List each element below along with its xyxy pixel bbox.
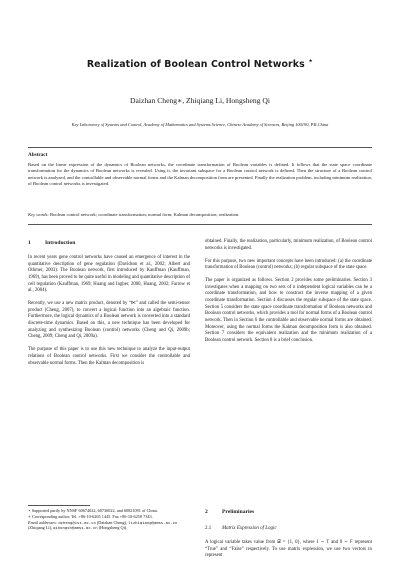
preliminaries-text [205,540,372,566]
intro-paragraph-1: In recent years gene control networks have caused an emergence of interest in the quantitative description of gene regulation (Davidson et al., 2002; Albert and Othmer, 2003). The Boolean network, first introduced by Kauffman (Kauffman, 1969), has been proved to be quite useful in modeling and quantitative description of cell regulation (Kauffman, 1969; Huang and Ingber, 2000, Huang, 2002; Farrow et al., 2004). [28,255,190,294]
email-link-cheng[interactable]: dcheng@iss.ac.cn [58,519,96,525]
abstract-text: Based on the linear expression of the dynamics of Boolean networks, the coordinate transformation of Boolean variables is defined. It follows that the state space coordinate transformation for the dynamics of Boolean networks is revealed. Using it, the invariant subspace for a Boolean control network is defined. Then the structure of a Boolean control network is analyzed, and the controllable and observable normal forms and the Kalman decomposition form are presented. Finally the realization problem, including minimum realization, of Boolean control networks is investigated. [28,162,372,187]
affiliation: Key Laboratory of Systems and Control, Academy of Mathematics and Systems Science, Chinese Academy of Sciences, Beijing 100190, P.R.China [71,122,329,127]
keywords-text: Boolean control network; coordinate transformation; normal form; Kalman decomposition; realization. [50,212,240,217]
email-link-li[interactable]: lizhiqiang@amss.ac.cn [128,519,178,525]
left-column [28,255,190,373]
right-column [205,239,372,351]
email-link-qi[interactable]: qihongsh@amss.ac.cn [53,525,98,531]
section-title: Preliminaries [222,509,255,515]
title-text: Realization of Boolean Control Networks [86,59,305,71]
paper-title [0,56,400,70]
section-number: 2 [205,509,208,515]
email-label: Email addresses: [28,519,58,525]
section-heading-preliminaries [205,509,254,515]
intro-paragraph-2: Recently, we use a new matrix product, denoted by “⋉” and called the semi-tensor product (Cheng, 2007), to convert a logical function into an algebraic function. Furthermore, the logical dynamics of a Boolean network is converted into a standard discrete-time dynamics. Based on this, a new technique has been developed for analyzing and synthesizing Boolean (control) networks (Cheng and Qi, 2009b; Cheng, 2009; Cheng and Qi, 2009a). [28,301,190,340]
title-footnote-mark: ⋆ [308,56,314,65]
section-number: 1 [28,240,31,246]
footnote-corresponding: ∗ Corresponding author. Tel. +86-10-6265 1445. Fax +86-10-6258 7343. [28,513,153,519]
footnote-rule [28,505,90,506]
right-paragraph-2: For this purpose, two new important concepts have been introduced: (a) the coordinate transformation of Boolean (control) networks; (b) regular subspace of the state space. [205,258,372,271]
subsection-heading-matrix-expression [205,526,277,531]
subsection-number: 2.1 [205,526,212,531]
section-title: Introduction [45,240,76,246]
email-name-qi: (Hongsheng Qi). [98,525,128,531]
abstract-bottom-rule [28,224,372,225]
keywords-label: Key words: [28,212,49,217]
author-list: Daizhan Cheng∗, Zhiqiang Li, Hongsheng Qi [130,96,270,105]
section-heading-introduction [28,240,75,246]
email-name-cheng: (Daizhan Cheng), [96,519,128,525]
abstract-heading: Abstract [28,152,48,158]
subsection-title: Matrix Expression of Logic [222,526,277,531]
preliminaries-paragraph-1: A logical variable takes value from 𝒟 = {1, 0}, where 1 ∼ T and 0 ∼ F represent “True” and “False” respectively. To use matrix expression, we use two vectors to represent [205,540,372,559]
footnotes [28,508,190,531]
footnote-emails [28,520,190,532]
keywords [28,212,372,217]
intro-paragraph-3: The purpose of this paper is to use this new technique to analyze the input-output relations of Boolean control networks. First we consider the controllable and observable normal forms. Then the Kalman decomposition is [28,347,190,366]
email-name-li: (Zhiqiang Li), [28,525,53,531]
right-paragraph-3: The paper is organized as follows. Section 2 provides some preliminaries. Section 3 investigates when a mapping on two sets of n independent logical variables can be a coordinate transformation, and how to construct the inverse mapping of a given coordinate transformation. Section 4 discusses the regular subspace of the state space. Section 5 considers the state space coordinate transformation of Boolean networks and Boolean control networks, which provides a tool for normal forms of a Boolean control network. Then in Section 6 the controllable and observable normal forms are obtained. Moreover, using the normal forms the Kalman decomposition form is also obtained. Section 7 considers the equivalent realization and the minimum realization of a Boolean control network. Section 8 is a brief conclusion. [205,278,372,343]
footnote-support: ⋆ Supported partly by NNSF 60674022, 60736022, and 60821091 of China. [28,508,158,513]
right-paragraph-1: obtained. Finally, the realization, particularly, minimum realization, of Boolean control networks is investigated. [205,239,372,251]
abstract-top-rule [28,147,372,148]
